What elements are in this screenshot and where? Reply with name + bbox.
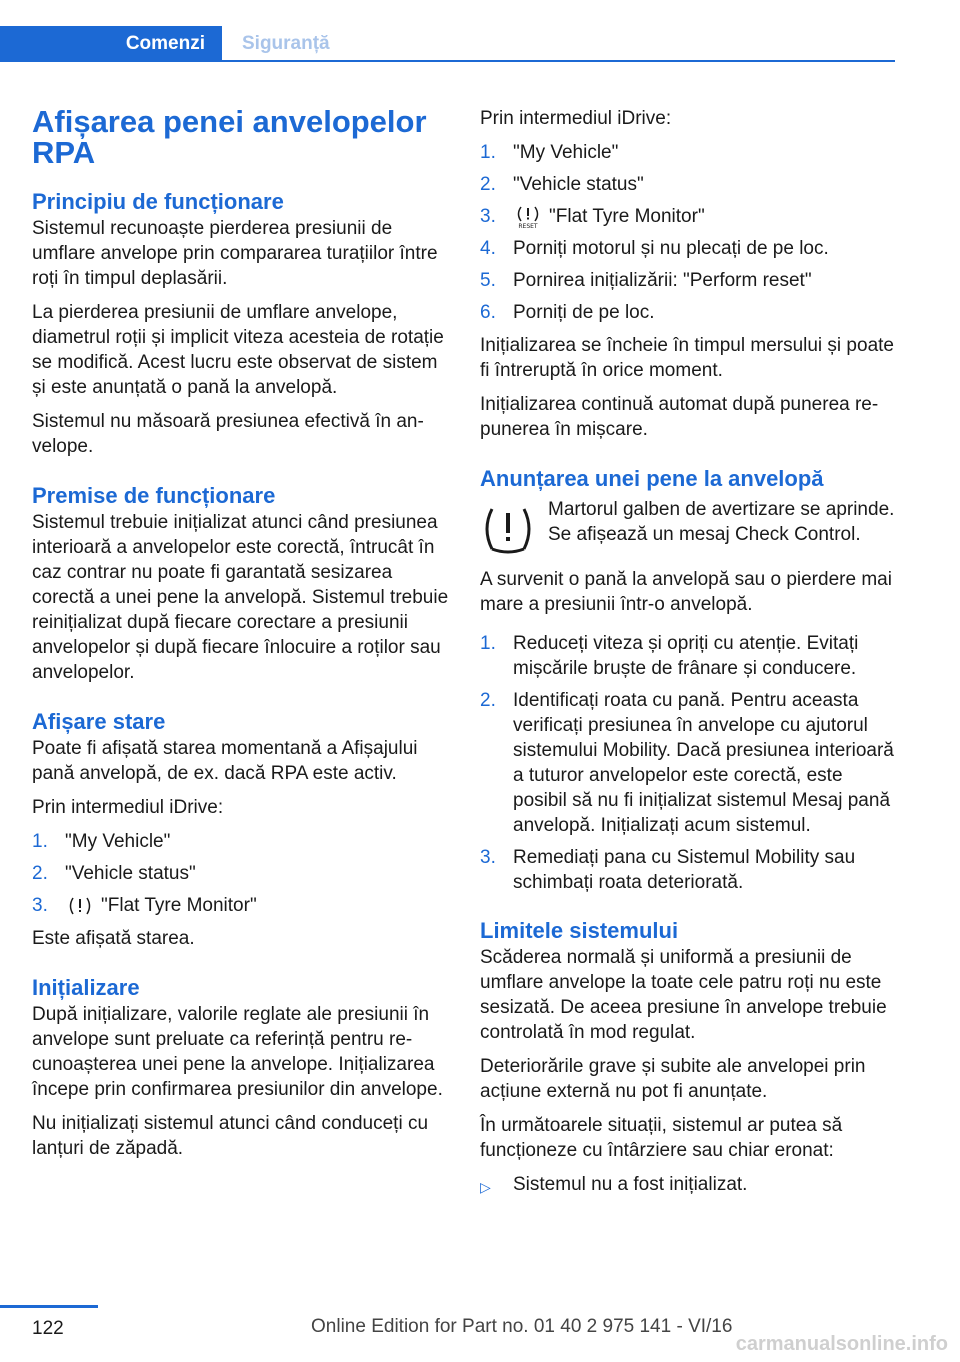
section-initializare [32, 974, 450, 1161]
list-item [480, 300, 898, 325]
list-item [480, 631, 898, 681]
step-text [513, 204, 898, 229]
right-column [480, 100, 898, 1200]
step-text: "My Vehicle" [513, 142, 619, 163]
tab-comenzi-label: Comenzi [125, 32, 205, 54]
paragraph: Scăderea normală și uniformă a presiunii de umflare anvelope la toate cele patru roți nu este sesizată. De aceea presiune în anvelope trebuie controlată în mod regulat. [480, 947, 887, 1043]
warning-text: Martorul galben de avertizare se aprinde. Se afișează un mesaj Check Control. [548, 499, 895, 545]
paragraph: În următoarele situații, sistemul ar putea să funcționeze cu întârziere sau chiar eronat: [480, 1115, 843, 1161]
step-text: Pornirea inițializării: "Perform reset" [513, 270, 812, 291]
list-item [480, 204, 898, 229]
step-text: "Vehicle status" [65, 863, 196, 884]
left-column [32, 100, 450, 1170]
footer-divider [0, 1305, 98, 1308]
bullet-text: Sistemul nu a fost inițializat. [513, 1174, 748, 1195]
step-number: 2. [480, 174, 496, 195]
paragraph: Prin intermediul iDrive: [32, 797, 224, 818]
step-number: 2. [32, 863, 48, 884]
header-divider [0, 60, 895, 62]
list-item [480, 845, 898, 895]
list-item [480, 1172, 898, 1200]
step-list [480, 140, 898, 325]
step-text: Identificați roata cu pană. Pentru aceasta verificați presiunea în anvelope cu ajutorul sistemului Mobility. Dacă presiunea interioară a tuturor anvelopelor este corectă, este posibil să nu fi inițializat sistemul Mesaj pană anvelopă. Inițializați acum sistemul. [513, 690, 894, 836]
step-text: "My Vehicle" [65, 831, 171, 852]
paragraph: Inițializarea continuă automat după punerea repunerea în mișcare. [480, 394, 879, 440]
paragraph: Nu inițializați sistemul atunci când conduceți cu lanțuri de zăpadă. [32, 1113, 429, 1159]
step-text: "Vehicle status" [513, 174, 644, 195]
list-item [32, 861, 450, 886]
paragraph: După inițializare, valorile reglate ale presiunii în anvelope sunt preluate ca referință pentru recunoașterea unei pene la anvelope. Inițializarea începe prin confirmarea presiunilor din anvelope. [32, 1004, 443, 1100]
step-number: 4. [480, 238, 496, 259]
list-item [480, 172, 898, 197]
section-principiu [32, 188, 450, 459]
section-heading: Limitele sistemului [480, 918, 679, 943]
paragraph: Sistemul nu măsoară presiunea efectivă în anvelope. [32, 411, 424, 457]
tab-comenzi[interactable] [0, 26, 222, 61]
section-heading: Anunțarea unei pene la anvelopă [480, 466, 824, 491]
step-number: 5. [480, 270, 496, 291]
paragraph: Poate fi afișată starea momentană a Afișajului pană anvelopă, de ex. dacă RPA este activ. [32, 738, 418, 784]
section-limitele [480, 917, 898, 1200]
page-title: Afișarea penei anvelopelor RPA [32, 104, 427, 170]
header-tabs [0, 0, 895, 62]
bullet-list [480, 1172, 898, 1200]
tab-siguranta[interactable] [242, 26, 330, 61]
step-number: 3. [480, 847, 496, 868]
list-item [32, 893, 450, 918]
tyre-pressure-warning-icon [480, 501, 536, 557]
paragraph: A survenit o pană la anvelopă sau o pierdere mai mare a presiunii într-o anvelopă. [480, 569, 892, 615]
step-text-label: "Flat Tyre Monitor" [549, 206, 705, 227]
list-item [480, 688, 898, 838]
list-item [480, 236, 898, 261]
step-number: 1. [480, 633, 496, 654]
step-number: 1. [32, 831, 48, 852]
step-text-label: "Flat Tyre Monitor" [101, 895, 257, 916]
page-number: 122 [32, 1318, 64, 1339]
paragraph: Deteriorările grave și subite ale anvelopei prin acțiune externă nu pot fi anunțate. [480, 1056, 866, 1102]
section-heading: Inițializare [32, 975, 140, 1000]
step-number: 1. [480, 142, 496, 163]
step-text [65, 893, 450, 918]
list-item [480, 268, 898, 293]
watermark: carmanualsonline.info [735, 1333, 948, 1355]
paragraph: Este afișată starea. [32, 928, 195, 949]
step-text: Remediați pana cu Sistemul Mobility sau schimbați roata deteriorată. [513, 847, 856, 893]
section-heading: Premise de funcționare [32, 483, 276, 508]
step-list [480, 631, 898, 895]
flat-tyre-icon [67, 895, 93, 917]
step-text: Porniți de pe loc. [513, 302, 655, 323]
section-anuntare-pana [480, 465, 898, 895]
step-list [32, 829, 450, 918]
step-number: 2. [480, 690, 496, 711]
section-premise [32, 482, 450, 685]
paragraph: Prin intermediul iDrive: [480, 108, 672, 129]
paragraph: Sistemul trebuie inițializat atunci când presiunea interioară a anvelopelor este corectă, întrucât în caz contrar nu poate fi garantată sesizarea corectă a unei pene la anvelopă. Sistemul trebuie reinițializat după fiecare corectare a presiunii anvelopelor și după fiecare înlocuire a roților sau anvelopelor. [32, 512, 449, 683]
warning-block [480, 497, 898, 557]
list-item [480, 140, 898, 165]
list-item [32, 829, 450, 854]
step-number: 3. [32, 895, 48, 916]
step-number: 6. [480, 302, 496, 323]
step-number: 3. [480, 206, 496, 227]
paragraph: La pierderea presiunii de umflare anvelope, diametrul roții și implicit viteza acesteia de rotație se modifică. Acest lucru este observat de sistem și este anunțată o pană la anvelopă. [32, 302, 444, 398]
edition-text: Online Edition for Part no. 01 40 2 975 141 - VI/16 [311, 1316, 733, 1337]
section-heading: Principiu de funcționare [32, 189, 284, 214]
paragraph: Sistemul recunoaște pierderea presiunii de umflare anvelope prin compararea turațiilor între roți în timpul deplasării. [32, 218, 438, 289]
step-text: Porniți motorul și nu plecați de pe loc. [513, 238, 829, 259]
reset-icon-label: RESET [518, 222, 538, 229]
section-heading: Afișare stare [32, 709, 166, 734]
tab-siguranta-label: Siguranță [242, 32, 330, 54]
step-text: Reduceți viteza și opriți cu atenție. Evitați mișcările bruște de frânare și conducere. [513, 633, 859, 679]
paragraph: Inițializarea se încheie în timpul mersului și poate fi întreruptă în orice moment. [480, 335, 894, 381]
triangle-bullet-icon: ▷ [480, 1179, 491, 1195]
flat-tyre-reset-icon [515, 205, 541, 229]
section-afisare-stare [32, 708, 450, 951]
